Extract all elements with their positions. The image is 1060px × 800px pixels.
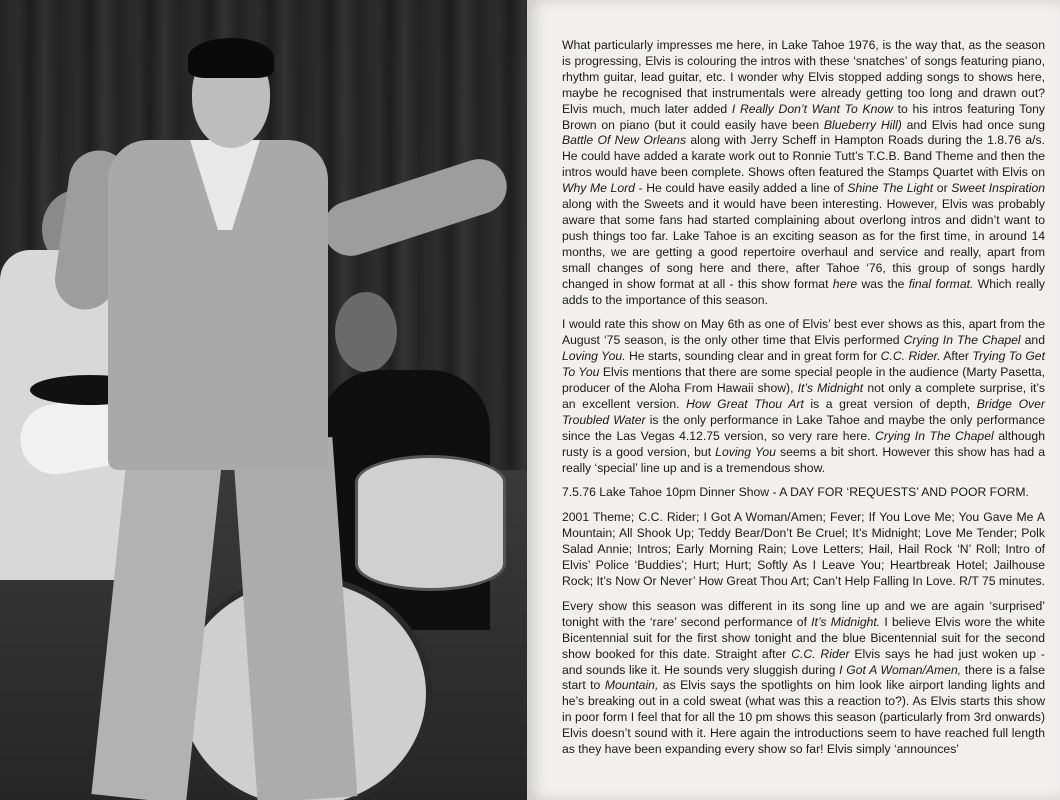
text-run: seems a bit short. However this show has had a really ‘special’ line up and is a tremendous show. (562, 444, 1045, 475)
text-run: although rusty is a good version, but (562, 428, 1045, 459)
text-run: and (1020, 333, 1045, 348)
setlist-paragraph (562, 510, 1045, 590)
text-page (527, 0, 1060, 800)
text-run: along with the Sweets and it would have been interesting. However, Elvis was probably aware that some fans had started complaining about overlong intros and didn’t want to push things too far. Lake Tahoe is an exciting season as for the first time, in around 14 months, we are getting a good repertoire overhaul and service and really, apart from small changes of song here and there, after Tahoe ‘76, this group of songs hardly changed in show format at all - this show format (562, 197, 1045, 291)
snare-drum (355, 455, 506, 591)
song-title: It’s Midnight (797, 381, 864, 396)
show-heading (562, 485, 1045, 501)
text-run: along with Jerry Scheff in Hampton Roads during the 1.8.76 a/s. He could have added a karate work out to Ronnie Tutt’s T.C.B. Band Theme and then the intros would have been complete. Shows often featured the Stamps Quartet with Elvis on (562, 133, 1045, 180)
text-run: Elvis says he had just woken up - and sounds like it. He sounds very sluggish during (562, 646, 1045, 677)
song-title: Crying In The Chapel (875, 428, 994, 443)
article-column (562, 38, 1045, 767)
text-run: 7.5.76 Lake Tahoe 10pm Dinner Show - A DAY FOR ‘REQUESTS’ AND POOR FORM. (562, 485, 1029, 500)
text-run: Which really adds to the importance of this season. (562, 276, 1045, 307)
text-run: Elvis mentions that there are some special people in the audience (Marty Pasetta, producer of the Aloha From Hawaii show), (562, 365, 1045, 396)
song-title: Why Me Lord (562, 181, 635, 196)
text-run: After (940, 349, 973, 364)
text-run: was the (857, 276, 909, 291)
text-run: I would rate this show on May 6th as one of Elvis’ best ever shows as this, apart from the August ‘75 season, is the only other time that Elvis performed (562, 317, 1045, 348)
song-title: I Really Don’t Want To Know (731, 101, 893, 116)
text-run: What particularly impresses me here, in Lake Tahoe 1976, is the way that, as the season is progressing, Elvis is colouring the intros with these ‘snatches’ of songs featuring piano, rhythm guitar, lead guitar, etc. I wonder why Elvis stopped adding songs to shows here, maybe he recognised that instrumentals were already getting too long and drawn out? Elvis much, much later added (562, 38, 1045, 116)
text-run: He starts, sounding clear and in great form for (625, 349, 881, 364)
concert-photograph (0, 0, 527, 800)
song-title: Crying In The Chapel (903, 333, 1021, 348)
song-title: C.C. Rider (791, 646, 850, 661)
song-title: How Great Thou Art (686, 396, 804, 411)
text-run: I believe Elvis wore the white Bicentennial suit for the first show tonight and the blue Bicentennial suit for the second show booked for this date. Straight after (562, 614, 1045, 661)
text-run: as Elvis says the spotlights on him look like airport landing lights and he’s breaking out in a cold sweat (what was this a reaction to?). As Elvis starts this show in poor form I feel that for all the 10 pm shows this season (particularly from 3rd onwards) Elvis doesn’t sound with it. Here again the introductions seem to have reached full length as they have been expanding every show so far! Elvis simply ‘announces’ (562, 678, 1046, 757)
text-run: and Elvis had once sung (901, 117, 1046, 132)
song-title: C.C. Rider. (880, 349, 941, 364)
song-title: Loving You (715, 444, 776, 459)
text-run: not only a complete surprise, it’s an excellent version. (562, 381, 1046, 411)
song-title: I Got A Woman/Amen, (839, 662, 962, 677)
text-run: is a great version of depth, (803, 396, 977, 411)
song-title: here (832, 276, 858, 291)
paragraph-may-6-review (562, 317, 1045, 476)
song-title: It’s Midnight. (811, 614, 881, 629)
text-run: to his intros featuring Tony Brown on piano (but it could easily have been (562, 101, 1045, 132)
song-title: final format. (908, 276, 974, 291)
song-title: Mountain, (604, 678, 659, 693)
song-title: Trying To Get To You (562, 349, 1045, 380)
text-run: - He could have easily added a line of (634, 181, 848, 196)
text-run: or (933, 181, 952, 196)
text-run: there is a false start to (562, 662, 1046, 693)
singer-hair (188, 38, 274, 78)
drummer-head (335, 292, 397, 372)
song-title: Sweet Inspiration (951, 181, 1046, 196)
text-run: is the only performance in Lake Tahoe and maybe the only performance since the Las Vegas 4.12.75 version, so very rare here. (562, 412, 1045, 443)
paragraph-show-review (562, 599, 1045, 758)
song-title: Battle Of New Orleans (562, 133, 687, 148)
paragraph-intros (562, 38, 1045, 308)
song-title: Loving You. (562, 349, 626, 364)
text-run: Every show this season was different in its song line up and we are again ‘surprised’ tonight with the ‘rare’ second performance of (562, 598, 1045, 629)
text-run: 2001 Theme; C.C. Rider; I Got A Woman/Amen; Fever; If You Love Me; You Gave Me A Mountain; All Shook Up; Teddy Bear/Don’t Be Cruel; It’s Midnight; Love Me Tender; Polk Salad Annie; Intros; Early Morning Rain; Love Letters; Hail, Hail Rock ‘N’ Roll; Intro of Elvis’ Police ‘Buddies’; Hurt; Hurt; Softly As I Leave You; Heartbreak Hotel; Jailhouse Rock; It’s Now Or Never’ How Great Thou Art; Can’t Help Falling In Love. R/T 75 minutes. (562, 510, 1045, 588)
song-title: Shine The Light (847, 181, 934, 196)
song-title: Bridge Over Troubled Water (562, 396, 1045, 427)
song-title: Blueberry Hill) (823, 117, 902, 132)
